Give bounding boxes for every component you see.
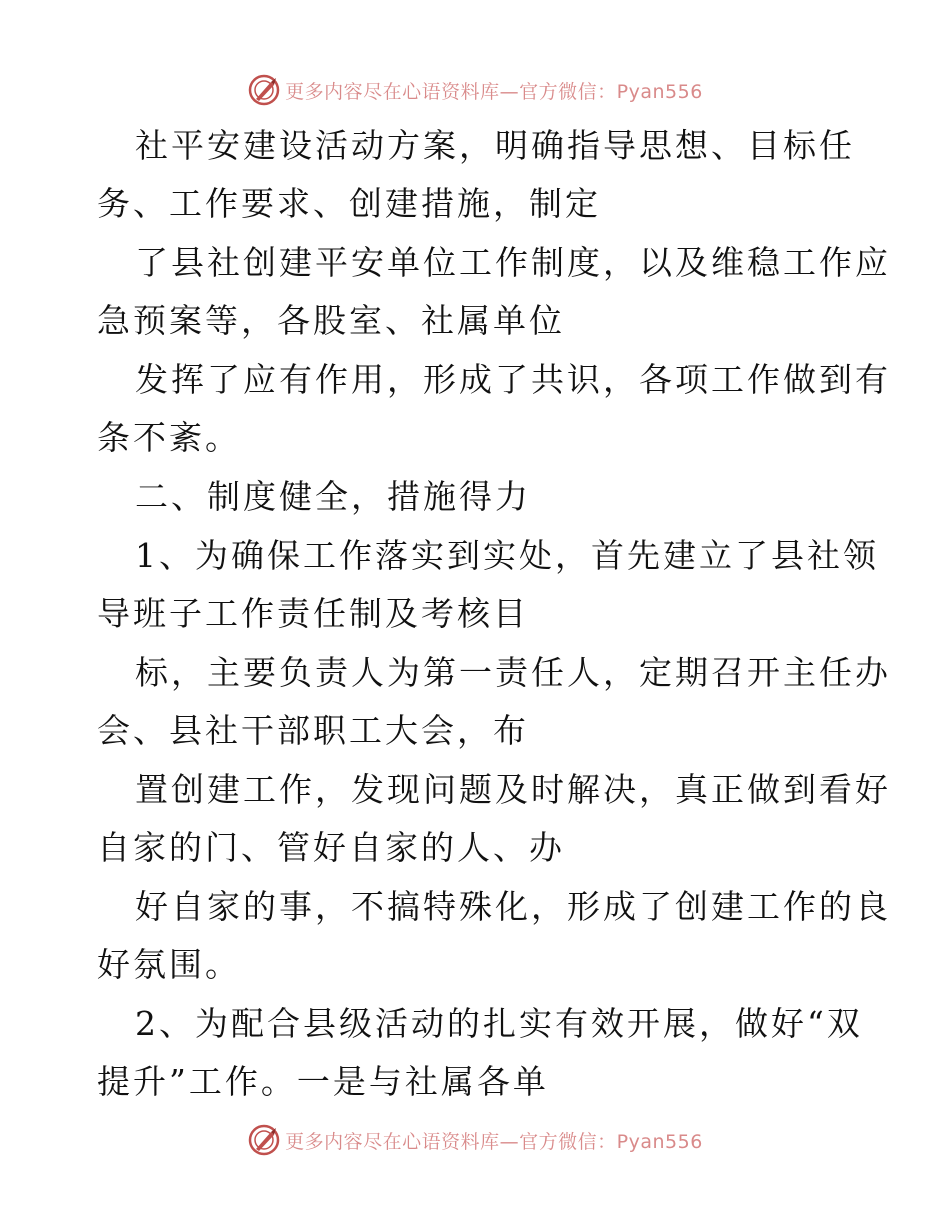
paragraph-line: 1、为确保工作落实到实处，首先建立了县社领 [135, 536, 879, 575]
paragraph-line: 务、工作要求、创建措施，制定 [97, 184, 601, 223]
section-heading: 二、制度健全，措施得力 [135, 477, 531, 516]
paragraph-line: 好自家的事，不搞特殊化，形成了创建工作的良 [135, 887, 891, 926]
paragraph-line: 发挥了应有作用，形成了共识，各项工作做到有 [135, 360, 891, 399]
paragraph-line: 会、县社干部职工大会，布 [97, 711, 529, 750]
paragraph-line: 导班子工作责任制及考核目 [97, 594, 529, 633]
paragraph-line: 急预案等，各股室、社属单位 [97, 301, 565, 340]
quill-pen-circle-icon [247, 73, 281, 107]
watermark-text: 更多内容尽在心语资料库—官方微信：Pyan556 [285, 80, 703, 103]
paragraph-line: 条不紊。 [97, 418, 241, 457]
header-watermark [0, 70, 950, 110]
paragraph-line: 好氛围。 [97, 945, 241, 984]
paragraph-line: 标，主要负责人为第一责任人，定期召开主任办 [135, 653, 891, 692]
watermark-text: 更多内容尽在心语资料库—官方微信：Pyan556 [285, 1130, 703, 1153]
paragraph-line: 2、为配合县级活动的扎实有效开展，做好“双 [135, 1004, 863, 1043]
paragraph-line: 提升”工作。一是与社属各单 [97, 1062, 549, 1101]
quill-pen-circle-icon [247, 1123, 281, 1157]
footer-watermark [0, 1120, 950, 1160]
paragraph-line: 社平安建设活动方案，明确指导思想、目标任 [135, 126, 855, 165]
paragraph-line: 了县社创建平安单位工作制度，以及维稳工作应 [135, 243, 891, 282]
paragraph-line: 置创建工作，发现问题及时解决，真正做到看好 [135, 770, 891, 809]
paragraph-line: 自家的门、管好自家的人、办 [97, 828, 565, 867]
